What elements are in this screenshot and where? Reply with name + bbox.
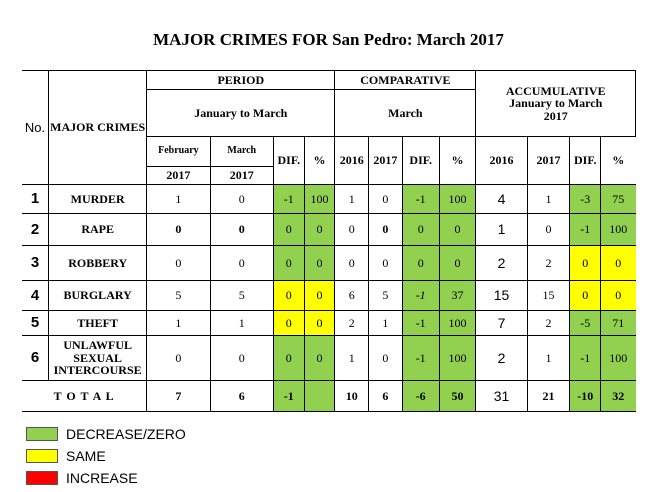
accumulative-header	[476, 71, 636, 137]
acc-pct-header: %	[601, 137, 636, 185]
comp-2016-header: 2016	[335, 137, 369, 185]
legend-item-increase	[26, 468, 186, 488]
acc-2017: 2	[527, 246, 570, 281]
comp-2017: 0	[369, 336, 403, 381]
acc-2017-header: 2017	[527, 137, 570, 185]
crime-name: UNLAWFUL SEXUAL INTERCOURSE	[49, 336, 147, 381]
period-mar: 0	[210, 214, 273, 246]
period-sub-header: January to March	[147, 90, 335, 137]
row-number: 3	[22, 246, 49, 281]
comp-dif: -1	[402, 336, 439, 381]
period-dif-header: DIF.	[273, 137, 304, 185]
comp-2017: 0	[369, 214, 403, 246]
comp-pct: 100	[439, 336, 476, 381]
period-mar: 0	[210, 246, 273, 281]
total-comp-pct: 50	[439, 381, 476, 412]
acc-2017: 0	[527, 214, 570, 246]
period-feb: 1	[147, 185, 210, 214]
legend	[26, 424, 186, 490]
total-acc-pct: 32	[601, 381, 636, 412]
crime-name: BURGLARY	[49, 281, 147, 311]
table-row	[22, 336, 636, 381]
period-pct: 100	[304, 185, 335, 214]
accumulative-title: ACCUMULATIVE	[505, 83, 606, 98]
total-row	[22, 381, 636, 412]
acc-2017: 1	[527, 185, 570, 214]
acc-2017: 15	[527, 281, 570, 311]
row-number: 4	[22, 281, 49, 311]
acc-2017: 2	[527, 311, 570, 336]
major-crimes-table	[22, 70, 636, 412]
acc-2016: 4	[476, 185, 527, 214]
comp-pct-header: %	[439, 137, 476, 185]
total-comp-2017: 6	[369, 381, 403, 412]
acc-2016: 7	[476, 311, 527, 336]
crime-name: THEFT	[49, 311, 147, 336]
period-feb: 5	[147, 281, 210, 311]
crime-name: ROBBERY	[49, 246, 147, 281]
comp-2016: 0	[335, 246, 369, 281]
acc-2017: 1	[527, 336, 570, 381]
major-crimes-header: MAJOR CRIMES	[49, 71, 147, 185]
legend-item-decrease	[26, 424, 186, 444]
total-mar: 6	[210, 381, 273, 412]
comp-2017: 0	[369, 185, 403, 214]
header-row-1	[22, 71, 636, 90]
period-pct: 0	[304, 336, 335, 381]
acc-pct: 100	[601, 214, 636, 246]
comp-2017: 0	[369, 246, 403, 281]
comp-dif: -1	[402, 311, 439, 336]
period-dif: -1	[273, 185, 304, 214]
period-feb: 0	[147, 336, 210, 381]
period-dif: 0	[273, 281, 304, 311]
total-acc-2016: 31	[476, 381, 527, 412]
acc-2016: 1	[476, 214, 527, 246]
comp-2016: 6	[335, 281, 369, 311]
total-comp-dif: -6	[402, 381, 439, 412]
total-acc-dif: -10	[570, 381, 601, 412]
total-acc-2017: 21	[527, 381, 570, 412]
comp-2016: 1	[335, 185, 369, 214]
period-mar: 5	[210, 281, 273, 311]
total-feb: 7	[147, 381, 210, 412]
legend-swatch-yellow	[26, 449, 58, 463]
comp-pct: 37	[439, 281, 476, 311]
row-number: 6	[22, 336, 49, 381]
comp-pct: 0	[439, 214, 476, 246]
period-mar: 1	[210, 311, 273, 336]
comp-dif: 0	[402, 214, 439, 246]
acc-2016: 2	[476, 246, 527, 281]
period-header: PERIOD	[147, 71, 335, 90]
acc-2016: 2	[476, 336, 527, 381]
report-title: MAJOR CRIMES FOR San Pedro: March 2017	[153, 30, 504, 49]
row-number: 5	[22, 311, 49, 336]
crime-name: MURDER	[49, 185, 147, 214]
comp-pct: 0	[439, 246, 476, 281]
comp-2016: 1	[335, 336, 369, 381]
acc-dif: 0	[570, 246, 601, 281]
acc-dif: -1	[570, 336, 601, 381]
legend-label: DECREASE/ZERO	[66, 426, 186, 442]
acc-pct: 100	[601, 336, 636, 381]
period-dif: 0	[273, 336, 304, 381]
acc-pct: 0	[601, 246, 636, 281]
march-year-header: 2017	[210, 167, 273, 185]
no-header: No.	[22, 71, 49, 185]
legend-item-same	[26, 446, 186, 466]
comp-2016: 2	[335, 311, 369, 336]
table-row	[22, 311, 636, 336]
row-number: 2	[22, 214, 49, 246]
acc-dif: -5	[570, 311, 601, 336]
period-dif: 0	[273, 311, 304, 336]
period-pct: 0	[304, 246, 335, 281]
comp-pct: 100	[439, 311, 476, 336]
period-dif: 0	[273, 214, 304, 246]
table-row	[22, 246, 636, 281]
acc-dif: -3	[570, 185, 601, 214]
crime-name: RAPE	[49, 214, 147, 246]
acc-pct: 0	[601, 281, 636, 311]
total-period-dif: -1	[273, 381, 304, 412]
total-comp-2016: 10	[335, 381, 369, 412]
legend-label: INCREASE	[66, 470, 138, 486]
total-period-pct	[304, 381, 335, 412]
comp-dif: -1	[402, 281, 439, 311]
comp-2017: 1	[369, 311, 403, 336]
legend-swatch-red	[26, 471, 58, 485]
acc-dif: -1	[570, 214, 601, 246]
comp-dif: -1	[402, 185, 439, 214]
march-header: March	[210, 137, 273, 167]
period-feb: 1	[147, 311, 210, 336]
acc-2016: 15	[476, 281, 527, 311]
comparative-header: COMPARATIVE	[335, 71, 476, 90]
comp-2016: 0	[335, 214, 369, 246]
period-pct: 0	[304, 281, 335, 311]
comp-pct: 100	[439, 185, 476, 214]
february-year-header: 2017	[147, 167, 210, 185]
table-row	[22, 185, 636, 214]
comp-dif-header: DIF.	[402, 137, 439, 185]
accumulative-sub: January to March	[509, 96, 603, 111]
period-pct: 0	[304, 311, 335, 336]
total-label: T O T A L	[22, 381, 147, 412]
accumulative-year: 2017	[543, 108, 568, 123]
acc-pct: 75	[601, 185, 636, 214]
acc-dif: 0	[570, 281, 601, 311]
period-feb: 0	[147, 246, 210, 281]
comp-2017-header: 2017	[369, 137, 403, 185]
acc-dif-header: DIF.	[570, 137, 601, 185]
period-mar: 0	[210, 185, 273, 214]
row-number: 1	[22, 185, 49, 214]
comparative-sub-header: March	[335, 90, 476, 137]
period-dif: 0	[273, 246, 304, 281]
legend-label: SAME	[66, 448, 106, 464]
table-row	[22, 214, 636, 246]
comp-2017: 5	[369, 281, 403, 311]
period-pct: 0	[304, 214, 335, 246]
period-feb: 0	[147, 214, 210, 246]
acc-pct: 71	[601, 311, 636, 336]
february-header: February	[147, 137, 210, 167]
comp-dif: 0	[402, 246, 439, 281]
table-row	[22, 281, 636, 311]
legend-swatch-green	[26, 427, 58, 441]
acc-2016-header: 2016	[476, 137, 527, 185]
period-pct-header: %	[304, 137, 335, 185]
period-mar: 0	[210, 336, 273, 381]
